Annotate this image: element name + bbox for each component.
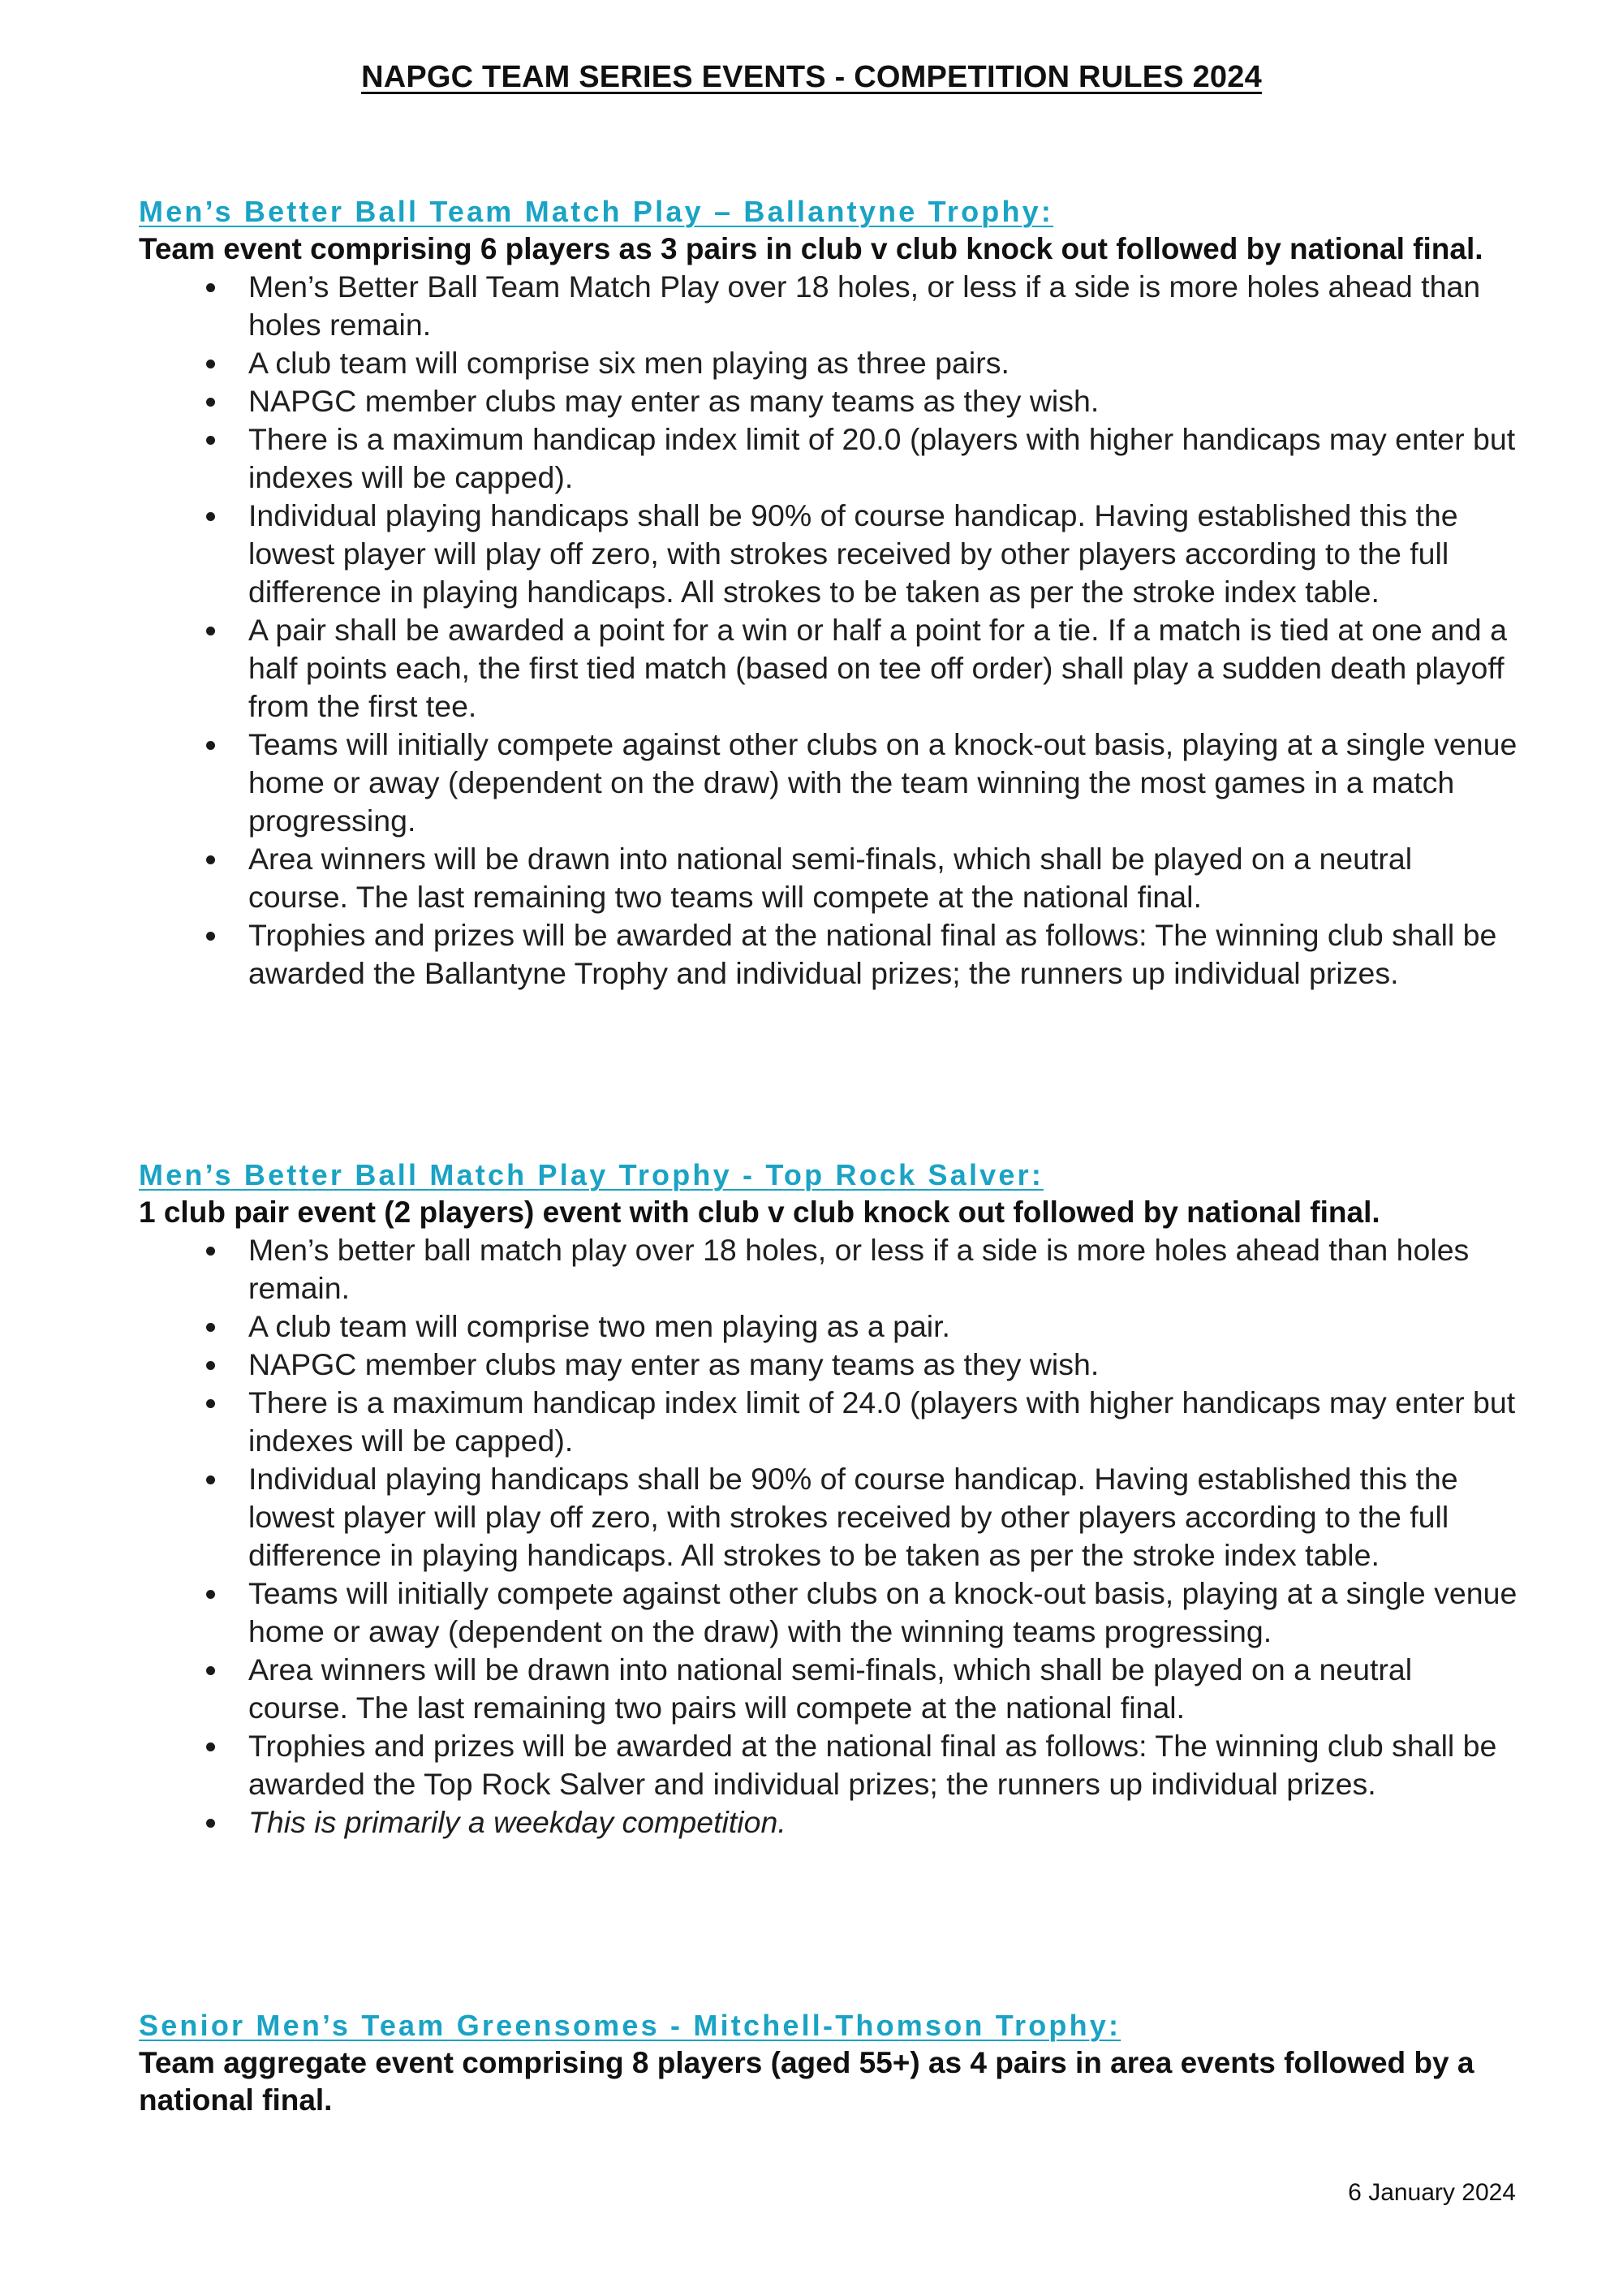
footer-date: 6 January 2024	[1348, 2179, 1516, 2206]
list-item: A club team will comprise two men playing as a pair.	[248, 1307, 1518, 1346]
bullet-icon	[206, 932, 215, 941]
bullet-icon	[206, 1247, 215, 1256]
section-heading: Men’s Better Ball Match Play Trophy - Top Rock Salver:	[139, 1158, 1044, 1191]
list-item: Men’s Better Ball Team Match Play over 18 holes, or less if a side is more holes ahead than holes remain.	[248, 268, 1518, 344]
rules-list	[139, 268, 1518, 993]
list-item: Men’s better ball match play over 18 holes, or less if a side is more holes ahead than holes remain.	[248, 1231, 1518, 1307]
list-item: NAPGC member clubs may enter as many teams as they wish.	[248, 1346, 1518, 1384]
section-intro: Team event comprising 6 players as 3 pairs in club v club knock out followed by national final.	[139, 232, 1483, 265]
bullet-icon	[206, 360, 215, 368]
bullet-icon	[206, 627, 215, 635]
section-ballantyne-trophy	[139, 193, 1518, 993]
list-item: Individual playing handicaps shall be 90% of course handicap. Having established this the lowest player will play off zero, with strokes received by other players according to the full difference in playing handicaps. All strokes to be taken as per the stroke index table.	[248, 1460, 1518, 1574]
bullet-icon	[206, 1666, 215, 1675]
list-item: There is a maximum handicap index limit of 20.0 (players with higher handicaps may enter but indexes will be capped).	[248, 420, 1518, 497]
document-title: NAPGC TEAM SERIES EVENTS - COMPETITION RULES 2024	[361, 60, 1262, 94]
bullet-icon	[206, 1742, 215, 1751]
bullet-icon	[206, 398, 215, 407]
list-item: Area winners will be drawn into national semi-finals, which shall be played on a neutral course. The last remaining two teams will compete at the national final.	[248, 840, 1518, 916]
section-intro: 1 club pair event (2 players) event with club v club knock out followed by national final.	[139, 1195, 1380, 1229]
section-mitchell-thomson-trophy	[139, 2007, 1518, 2119]
bullet-icon	[206, 855, 215, 864]
list-item: A club team will comprise six men playing as three pairs.	[248, 344, 1518, 382]
list-item: Trophies and prizes will be awarded at the national final as follows: The winning club shall be awarded the Ballantyne Trophy and individual prizes; the runners up individual prizes.	[248, 916, 1518, 993]
bullet-icon	[206, 741, 215, 750]
list-item: Teams will initially compete against other clubs on a knock-out basis, playing at a single venue home or away (dependent on the draw) with the winning teams progressing.	[248, 1574, 1518, 1651]
list-item: NAPGC member clubs may enter as many teams as they wish.	[248, 382, 1518, 420]
rules-list	[139, 1231, 1518, 1842]
bullet-icon	[206, 1475, 215, 1484]
bullet-icon	[206, 1819, 215, 1828]
bullet-icon	[206, 283, 215, 292]
bullet-icon	[206, 1399, 215, 1408]
list-item: A pair shall be awarded a point for a win or half a point for a tie. If a match is tied at one and a half points each, the first tied match (based on tee off order) shall play a sudden death playoff from the first tee.	[248, 611, 1518, 726]
bullet-icon	[206, 1361, 215, 1370]
list-item: Teams will initially compete against other clubs on a knock-out basis, playing at a single venue home or away (dependent on the draw) with the team winning the most games in a match progressing.	[248, 726, 1518, 840]
bullet-icon	[206, 1323, 215, 1332]
list-item: This is primarily a weekday competition.	[248, 1803, 1518, 1842]
list-item: Area winners will be drawn into national semi-finals, which shall be played on a neutral course. The last remaining two pairs will compete at the national final.	[248, 1651, 1518, 1727]
section-heading: Men’s Better Ball Team Match Play – Ballantyne Trophy:	[139, 195, 1054, 228]
list-item: There is a maximum handicap index limit of 24.0 (players with higher handicaps may enter but indexes will be capped).	[248, 1384, 1518, 1460]
section-top-rock-salver	[139, 1157, 1518, 1842]
bullet-icon	[206, 1590, 215, 1599]
section-intro: Team aggregate event comprising 8 players (aged 55+) as 4 pairs in area events followed by a national final.	[139, 2046, 1474, 2117]
bullet-icon	[206, 436, 215, 445]
list-item: Individual playing handicaps shall be 90% of course handicap. Having established this the lowest player will play off zero, with strokes received by other players according to the full difference in playing handicaps. All strokes to be taken as per the stroke index table.	[248, 497, 1518, 611]
section-heading: Senior Men’s Team Greensomes - Mitchell-Thomson Trophy:	[139, 2009, 1121, 2042]
list-item: Trophies and prizes will be awarded at the national final as follows: The winning club shall be awarded the Top Rock Salver and individual prizes; the runners up individual prizes.	[248, 1727, 1518, 1803]
bullet-icon	[206, 512, 215, 521]
